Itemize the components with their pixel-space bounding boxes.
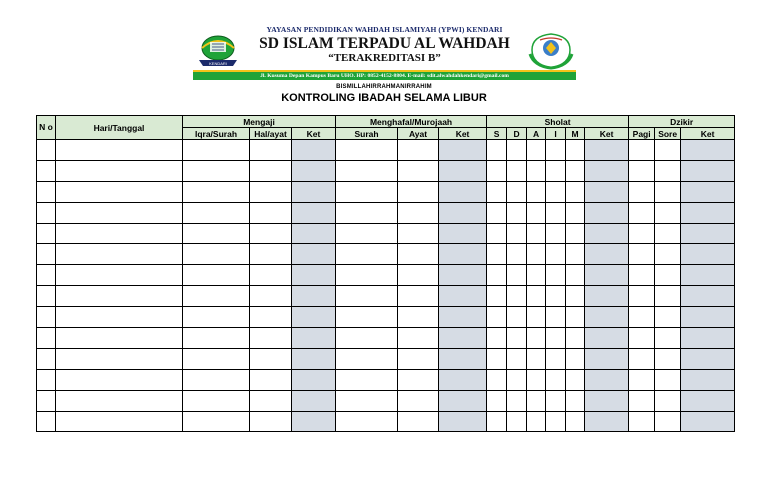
entry-cell[interactable] [183, 202, 250, 223]
entry-cell[interactable] [37, 348, 56, 369]
entry-cell[interactable] [336, 265, 398, 286]
entry-cell[interactable] [56, 140, 183, 161]
foundation-name: YAYASAN PENDIDIKAN WAHDAH ISLAMIYAH (YPWI) KENDARI [266, 25, 503, 34]
entry-cell[interactable] [292, 411, 336, 432]
entry-cell[interactable] [56, 348, 183, 369]
entry-cell[interactable] [566, 348, 585, 369]
entry-cell[interactable] [56, 202, 183, 223]
entry-cell[interactable] [398, 160, 439, 181]
col-dzikir-sore: Sore [655, 128, 681, 140]
entry-cell[interactable] [655, 390, 681, 411]
entry-cell[interactable] [566, 328, 585, 349]
table-header-row-groups [37, 116, 735, 128]
entry-cell[interactable] [507, 411, 527, 432]
entry-cell[interactable] [336, 140, 398, 161]
col-ayat: Ayat [398, 128, 439, 140]
entry-cell[interactable] [585, 411, 629, 432]
entry-cell[interactable] [546, 140, 566, 161]
entry-cell[interactable] [566, 140, 585, 161]
entry-cell[interactable] [292, 265, 336, 286]
entry-cell[interactable] [37, 286, 56, 307]
entry-cell[interactable] [566, 411, 585, 432]
entry-cell[interactable] [527, 286, 546, 307]
entry-cell[interactable] [336, 328, 398, 349]
entry-cell[interactable] [439, 265, 487, 286]
entry-cell[interactable] [183, 244, 250, 265]
entry-cell[interactable] [487, 140, 507, 161]
entry-cell[interactable] [183, 348, 250, 369]
entry-cell[interactable] [292, 369, 336, 390]
table-row [37, 390, 735, 411]
entry-cell[interactable] [507, 369, 527, 390]
entry-cell[interactable] [527, 328, 546, 349]
entry-cell[interactable] [37, 244, 56, 265]
col-hari-tanggal: Hari/Tanggal [56, 116, 183, 140]
entry-cell[interactable] [487, 307, 507, 328]
entry-cell[interactable] [398, 202, 439, 223]
entry-cell[interactable] [336, 223, 398, 244]
col-sholat-a: A [527, 128, 546, 140]
entry-cell[interactable] [398, 244, 439, 265]
table-row [37, 348, 735, 369]
entry-cell[interactable] [655, 160, 681, 181]
entry-cell[interactable] [681, 348, 735, 369]
entry-cell[interactable] [527, 369, 546, 390]
entry-cell[interactable] [507, 328, 527, 349]
table-row [37, 244, 735, 265]
entry-cell[interactable] [37, 369, 56, 390]
school-address: Jl. Kusuma Depan Kampus Baru UHO. HP: 0852-4152-8804. E-mail: sdit.alwahdahkendari@gmail.com [193, 72, 576, 80]
col-sholat-i: I [546, 128, 566, 140]
entry-cell[interactable] [527, 348, 546, 369]
entry-cell[interactable] [487, 202, 507, 223]
entry-cell[interactable] [629, 160, 655, 181]
entry-cell[interactable] [336, 244, 398, 265]
table-row [37, 265, 735, 286]
entry-cell[interactable] [507, 390, 527, 411]
col-sholat-ket: Ket [585, 128, 629, 140]
entry-cell[interactable] [507, 160, 527, 181]
entry-cell[interactable] [681, 390, 735, 411]
letterhead [193, 24, 576, 84]
entry-cell[interactable] [487, 160, 507, 181]
col-sholat-s: S [487, 128, 507, 140]
table-row [37, 307, 735, 328]
entry-cell[interactable] [292, 223, 336, 244]
group-mengaji: Mengaji [183, 116, 336, 128]
table-row [37, 140, 735, 161]
entry-cell[interactable] [585, 307, 629, 328]
entry-cell[interactable] [681, 328, 735, 349]
entry-cell[interactable] [655, 307, 681, 328]
entry-cell[interactable] [37, 411, 56, 432]
entry-cell[interactable] [439, 140, 487, 161]
entry-cell[interactable] [527, 181, 546, 202]
entry-cell[interactable] [585, 223, 629, 244]
col-dzikir-pagi: Pagi [629, 128, 655, 140]
entry-cell[interactable] [250, 244, 292, 265]
entry-cell[interactable] [585, 390, 629, 411]
entry-cell[interactable] [37, 328, 56, 349]
entry-cell[interactable] [546, 265, 566, 286]
entry-cell[interactable] [546, 411, 566, 432]
worship-log-table [36, 115, 735, 432]
entry-cell[interactable] [183, 286, 250, 307]
entry-cell[interactable] [546, 286, 566, 307]
entry-cell[interactable] [183, 181, 250, 202]
entry-cell[interactable] [629, 244, 655, 265]
entry-cell[interactable] [398, 328, 439, 349]
entry-cell[interactable] [655, 244, 681, 265]
entry-cell[interactable] [183, 140, 250, 161]
entry-cell[interactable] [507, 202, 527, 223]
group-menghafal: Menghafal/Murojaah [336, 116, 487, 128]
entry-cell[interactable] [681, 307, 735, 328]
entry-cell[interactable] [336, 181, 398, 202]
entry-cell[interactable] [292, 328, 336, 349]
entry-cell[interactable] [183, 307, 250, 328]
table-row [37, 181, 735, 202]
entry-cell[interactable] [585, 160, 629, 181]
entry-cell[interactable] [546, 202, 566, 223]
entry-cell[interactable] [546, 328, 566, 349]
entry-cell[interactable] [527, 411, 546, 432]
entry-cell[interactable] [527, 202, 546, 223]
entry-cell[interactable] [250, 411, 292, 432]
entry-cell[interactable] [398, 223, 439, 244]
table-row [37, 286, 735, 307]
entry-cell[interactable] [56, 244, 183, 265]
entry-cell[interactable] [56, 265, 183, 286]
col-sholat-d: D [507, 128, 527, 140]
entry-cell[interactable] [439, 328, 487, 349]
entry-cell[interactable] [585, 328, 629, 349]
entry-cell[interactable] [336, 307, 398, 328]
entry-cell[interactable] [183, 411, 250, 432]
entry-cell[interactable] [292, 202, 336, 223]
entry-cell[interactable] [439, 348, 487, 369]
entry-cell[interactable] [507, 140, 527, 161]
entry-cell[interactable] [37, 181, 56, 202]
entry-cell[interactable] [546, 307, 566, 328]
entry-cell[interactable] [507, 348, 527, 369]
entry-cell[interactable] [398, 348, 439, 369]
entry-cell[interactable] [37, 160, 56, 181]
entry-cell[interactable] [507, 265, 527, 286]
entry-cell[interactable] [250, 223, 292, 244]
entry-cell[interactable] [487, 265, 507, 286]
table-row [37, 328, 735, 349]
col-sholat-m: M [566, 128, 585, 140]
entry-cell[interactable] [439, 369, 487, 390]
entry-cell[interactable] [398, 307, 439, 328]
entry-cell[interactable] [681, 202, 735, 223]
entry-cell[interactable] [585, 181, 629, 202]
entry-cell[interactable] [439, 202, 487, 223]
entry-cell[interactable] [398, 390, 439, 411]
entry-cell[interactable] [439, 181, 487, 202]
entry-cell[interactable] [629, 223, 655, 244]
entry-cell[interactable] [527, 265, 546, 286]
col-no: N o [37, 116, 56, 140]
entry-cell[interactable] [585, 348, 629, 369]
entry-cell[interactable] [566, 286, 585, 307]
entry-cell[interactable] [398, 140, 439, 161]
entry-cell[interactable] [487, 286, 507, 307]
entry-cell[interactable] [487, 411, 507, 432]
entry-cell[interactable] [487, 328, 507, 349]
entry-cell[interactable] [527, 390, 546, 411]
entry-cell[interactable] [37, 307, 56, 328]
entry-cell[interactable] [681, 181, 735, 202]
entry-cell[interactable] [546, 160, 566, 181]
entry-cell[interactable] [655, 202, 681, 223]
entry-cell[interactable] [336, 202, 398, 223]
entry-cell[interactable] [681, 160, 735, 181]
entry-cell[interactable] [527, 223, 546, 244]
table-row [37, 202, 735, 223]
entry-cell[interactable] [507, 286, 527, 307]
entry-cell[interactable] [250, 328, 292, 349]
entry-cell[interactable] [37, 265, 56, 286]
entry-cell[interactable] [681, 223, 735, 244]
entry-cell[interactable] [546, 223, 566, 244]
entry-cell[interactable] [655, 328, 681, 349]
entry-cell[interactable] [585, 140, 629, 161]
entry-cell[interactable] [546, 390, 566, 411]
entry-cell[interactable] [336, 348, 398, 369]
school-name: SD ISLAM TERPADU AL WAHDAH [259, 35, 510, 52]
entry-cell[interactable] [655, 140, 681, 161]
entry-cell[interactable] [681, 265, 735, 286]
entry-cell[interactable] [566, 244, 585, 265]
entry-cell[interactable] [566, 160, 585, 181]
entry-cell[interactable] [183, 265, 250, 286]
entry-cell[interactable] [655, 348, 681, 369]
entry-cell[interactable] [56, 328, 183, 349]
entry-cell[interactable] [681, 244, 735, 265]
entry-cell[interactable] [183, 328, 250, 349]
entry-cell[interactable] [56, 390, 183, 411]
entry-cell[interactable] [336, 286, 398, 307]
entry-cell[interactable] [629, 181, 655, 202]
entry-cell[interactable] [183, 160, 250, 181]
entry-cell[interactable] [487, 223, 507, 244]
entry-cell[interactable] [566, 181, 585, 202]
entry-cell[interactable] [183, 390, 250, 411]
svg-text:KENDARI: KENDARI [209, 61, 227, 66]
entry-cell[interactable] [629, 140, 655, 161]
entry-cell[interactable] [292, 244, 336, 265]
entry-cell[interactable] [336, 411, 398, 432]
entry-cell[interactable] [681, 369, 735, 390]
entry-cell[interactable] [629, 265, 655, 286]
entry-cell[interactable] [655, 286, 681, 307]
entry-cell[interactable] [655, 369, 681, 390]
entry-cell[interactable] [507, 181, 527, 202]
entry-cell[interactable] [292, 160, 336, 181]
entry-cell[interactable] [487, 181, 507, 202]
entry-cell[interactable] [398, 286, 439, 307]
entry-cell[interactable] [507, 307, 527, 328]
entry-cell[interactable] [527, 160, 546, 181]
entry-cell[interactable] [439, 411, 487, 432]
entry-cell[interactable] [292, 307, 336, 328]
entry-cell[interactable] [250, 202, 292, 223]
entry-cell[interactable] [336, 369, 398, 390]
entry-cell[interactable] [56, 160, 183, 181]
entry-cell[interactable] [292, 140, 336, 161]
entry-cell[interactable] [37, 140, 56, 161]
entry-cell[interactable] [566, 223, 585, 244]
entry-cell[interactable] [37, 202, 56, 223]
entry-cell[interactable] [681, 140, 735, 161]
entry-cell[interactable] [585, 369, 629, 390]
entry-cell[interactable] [566, 202, 585, 223]
entry-cell[interactable] [655, 411, 681, 432]
entry-cell[interactable] [655, 181, 681, 202]
entry-cell[interactable] [56, 411, 183, 432]
entry-cell[interactable] [439, 286, 487, 307]
wahdah-logo-icon [193, 30, 243, 70]
entry-cell[interactable] [250, 286, 292, 307]
entry-cell[interactable] [487, 244, 507, 265]
entry-cell[interactable] [398, 265, 439, 286]
entry-cell[interactable] [250, 390, 292, 411]
entry-cell[interactable] [629, 390, 655, 411]
entry-cell[interactable] [56, 307, 183, 328]
entry-cell[interactable] [566, 390, 585, 411]
entry-cell[interactable] [56, 369, 183, 390]
entry-cell[interactable] [629, 202, 655, 223]
entry-cell[interactable] [398, 369, 439, 390]
table-row [37, 160, 735, 181]
entry-cell[interactable] [487, 348, 507, 369]
entry-cell[interactable] [585, 286, 629, 307]
entry-cell[interactable] [507, 223, 527, 244]
entry-cell[interactable] [183, 369, 250, 390]
entry-cell[interactable] [681, 411, 735, 432]
entry-cell[interactable] [292, 390, 336, 411]
entry-cell[interactable] [629, 411, 655, 432]
entry-cell[interactable] [527, 140, 546, 161]
entry-cell[interactable] [527, 307, 546, 328]
entry-cell[interactable] [439, 223, 487, 244]
entry-cell[interactable] [655, 265, 681, 286]
entry-cell[interactable] [566, 307, 585, 328]
entry-cell[interactable] [292, 348, 336, 369]
entry-cell[interactable] [292, 181, 336, 202]
entry-cell[interactable] [629, 307, 655, 328]
col-mengaji-ket: Ket [292, 128, 336, 140]
entry-cell[interactable] [37, 390, 56, 411]
entry-cell[interactable] [336, 160, 398, 181]
entry-cell[interactable] [546, 348, 566, 369]
entry-cell[interactable] [250, 265, 292, 286]
entry-cell[interactable] [398, 411, 439, 432]
entry-cell[interactable] [439, 390, 487, 411]
entry-cell[interactable] [566, 369, 585, 390]
col-menghafal-ket: Ket [439, 128, 487, 140]
entry-cell[interactable] [546, 244, 566, 265]
entry-cell[interactable] [681, 286, 735, 307]
col-hal-ayat: Hal/ayat [250, 128, 292, 140]
entry-cell[interactable] [585, 202, 629, 223]
entry-cell[interactable] [629, 348, 655, 369]
entry-cell[interactable] [487, 390, 507, 411]
entry-cell[interactable] [507, 244, 527, 265]
table-row [37, 223, 735, 244]
group-sholat: Sholat [487, 116, 629, 128]
table-row [37, 369, 735, 390]
entry-cell[interactable] [655, 223, 681, 244]
entry-cell[interactable] [250, 181, 292, 202]
entry-cell[interactable] [250, 160, 292, 181]
accreditation: “TERAKREDITASI B” [328, 52, 441, 64]
entry-cell[interactable] [37, 223, 56, 244]
entry-cell[interactable] [546, 369, 566, 390]
col-surah: Surah [336, 128, 398, 140]
table-row [37, 411, 735, 432]
entry-cell[interactable] [566, 265, 585, 286]
entry-cell[interactable] [398, 181, 439, 202]
entry-cell[interactable] [527, 244, 546, 265]
entry-cell[interactable] [250, 140, 292, 161]
entry-cell[interactable] [585, 265, 629, 286]
entry-cell[interactable] [439, 307, 487, 328]
page-title: KONTROLING IBADAH SELAMA LIBUR [281, 92, 487, 104]
entry-cell[interactable] [292, 286, 336, 307]
entry-cell[interactable] [439, 160, 487, 181]
entry-cell[interactable] [56, 181, 183, 202]
entry-cell[interactable] [183, 223, 250, 244]
entry-cell[interactable] [629, 369, 655, 390]
entry-cell[interactable] [487, 369, 507, 390]
entry-cell[interactable] [250, 307, 292, 328]
entry-cell[interactable] [250, 369, 292, 390]
bismillah: BISMILLAHIRRAHMANIRRAHIM [336, 84, 432, 90]
entry-cell[interactable] [439, 244, 487, 265]
col-dzikir-ket: Ket [681, 128, 735, 140]
entry-cell[interactable] [585, 244, 629, 265]
entry-cell[interactable] [336, 390, 398, 411]
entry-cell[interactable] [250, 348, 292, 369]
group-dzikir: Dzikir [629, 116, 735, 128]
entry-cell[interactable] [629, 328, 655, 349]
entry-cell[interactable] [56, 286, 183, 307]
entry-cell[interactable] [546, 181, 566, 202]
entry-cell[interactable] [629, 286, 655, 307]
entry-cell[interactable] [56, 223, 183, 244]
col-iqra-surah: Iqra/Surah [183, 128, 250, 140]
school-emblem-icon [526, 30, 576, 70]
